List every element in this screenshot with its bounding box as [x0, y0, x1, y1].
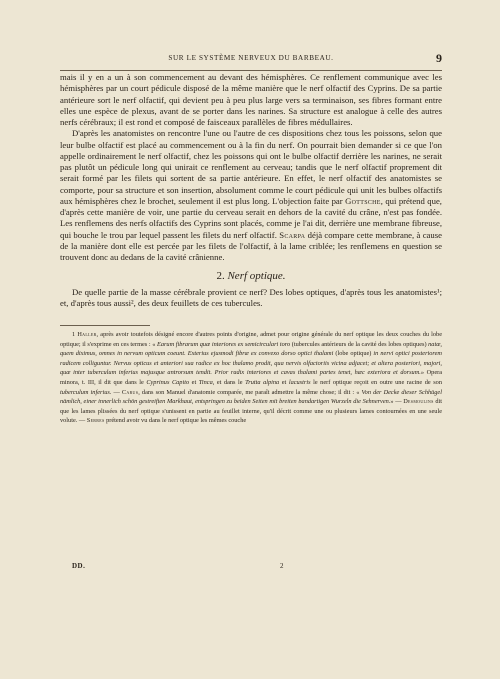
author-name: Carus: [121, 388, 139, 396]
footnote-text: prétend avoir vu dans le nerf optique les mêmes couche: [104, 417, 247, 425]
latin-quote: natæ, quem diximus, omnes in nervum opticum coeunt. Exterius ejusmodi fibræ ex convexo dorso optici thalami: [60, 340, 442, 358]
species-name: Trutta alpina: [245, 378, 280, 386]
paragraph-olfactory: [60, 128, 442, 263]
footnote-text: le nerf optique reçoit en outre une racine de son: [310, 378, 442, 386]
footnote-marker: 1: [72, 331, 78, 338]
signature-mark: DD.: [72, 562, 86, 570]
footnote-text: et: [279, 378, 289, 386]
footnote-text: , après avoir toutefois désigné encore d'autres points d'origine, admet pour origine générale du nerf optique les deux couches du lobe optique; il s'exprime en ces termes : «: [60, 331, 442, 348]
species-name: Cyprinus Capito: [146, 378, 190, 386]
footnote-text: , dans son Manuel d'anatomie comparée, me paraît admettre la même chose; il dit : «: [138, 388, 362, 396]
species-name: Tinca: [198, 378, 213, 386]
footnote-text: » —: [390, 398, 404, 406]
page-number: 9: [436, 51, 442, 65]
paragraph-optic: De quelle partie de la masse cérébrale provient ce nerf? Des lobes optiques, d'après tous les anatomistes¹; et, d'après tous aussi², des deux feuillets de ces tubercules.: [60, 286, 442, 308]
footnote-divider: [60, 325, 150, 326]
section-heading: [60, 271, 442, 282]
main-text: [60, 72, 442, 426]
footnote: [60, 330, 442, 426]
footnote-text: » Opera minora, t. III, il dit que dans le: [60, 369, 443, 386]
author-name: Scarpa: [279, 229, 306, 240]
paragraph-text: déjà compare cette membrane, à cause de la manière dont elle est percée par les filets de l'olfactif, à la lame criblée; les renflemens en question se trouvent donc au dedans de la cavité crânienne.: [60, 229, 442, 262]
footnote-text: , et dans le: [212, 378, 246, 386]
section-title: Nerf optique.: [227, 270, 286, 283]
page-header: [60, 51, 442, 71]
footnote-text: (tubercules antérieurs de la cavité des lobes optiques): [290, 340, 429, 348]
species-name: lacustris: [288, 378, 311, 386]
author-name: Haller: [77, 331, 97, 338]
latin-term: tuberculum inferius: [60, 388, 110, 396]
author-name: Serres: [86, 417, 105, 425]
section-number: 2.: [216, 270, 225, 283]
running-title: SUR LE SYSTÈME NERVEUX DU BARBEAU.: [168, 54, 334, 62]
author-name: Desmoulins: [403, 398, 434, 406]
signature-number: 2: [280, 562, 284, 570]
paragraph-text: D'après les anatomistes on rencontre l'une ou l'autre de ces dispositions chez tous les poissons, selon que leur bulbe olfactif est placé au commencement ou à la fin du nerf. On pourrait bien demander si ce que l'on appelle ordinairement le nerf olfactif, chez les poissons qui ont le bulbe olfactif derrière les narines, ne serait pas plutôt un pédicule long qui unirait ce renflement au cerveau; tandis que le nerf olfactif proprement dit serait formé par les filets qui sortent de sa partie antérieure. En effet, le nerf olfactif des anatomistes se comporte, pour sa structure et son insertion, absolument comme le court pédicule qui unit les bulbes olfactifs aux hémisphères chez le brochet, seulement il est plus long. L'objection faite par: [60, 128, 442, 206]
footnote-text: dit que les lames plissées du nerf optique s'unissent en partie au feuillet interne, qu'il décrit comme une ou plusieurs lames contournées en une seule volute. —: [60, 398, 442, 425]
footnote-text: et: [189, 378, 199, 386]
footnote-text: (lobe optique): [333, 350, 374, 358]
paragraph-continuation: mais il y en a un à son commencement au devant des hémisphères. Ce renflement communique avec les hémisphères par un court pédicule disposé de la même manière que le nerf olfactif des Cyprins. De sa partie antérieure sort le nerf olfactif, qui devient peu à peu plus large vers sa terminaison, ses fibres formant entre elles une espèce de plexus, avant de se porter dans les narines. Sa structure est analogue à celle des autres nerfs cérébraux; il est rond et composé de faisceaux parallèles de fibres médullaires.: [60, 72, 442, 127]
latin-quote: in nervi optici posteriorem radicem colliguntur. Nervus opticus et anteriori sua radice ex hoc thalamo prodit, qua nervis olfactoriis vicina adjacet; et altera posteriori, majori, quæ inter tuberculum inferius majusque antrorsum tendit. Prior radix interiores et cavas thalami partes tenet, hæc exteriora et dorsum.: [60, 350, 442, 377]
latin-quote: Earum fibrarum quæ interiores ex semicirculari toro: [156, 340, 291, 348]
german-quote: Von der Decke dieser Schhügel nämlich, einer innerlich schön gestreiften Markhaut, entspringen zu beiden Seiten mit breiten bandartigen Wurzeln die Sehnerven.: [60, 388, 442, 406]
footnote-text: . —: [109, 388, 122, 396]
paragraph-text: , qui prétend que, d'après cette manière de voir, une partie du cerveau serait en dehors de la cavité du crâne, n'est pas fondée. Les renflemens des nerfs olfactifs des Cyprins sont placés, comme je l'ai dit, derrière une membrane fibreuse, qui bouche le trou par lequel passent les filets du nerf olfactif.: [60, 195, 442, 240]
author-name: Gottsche: [345, 195, 381, 206]
